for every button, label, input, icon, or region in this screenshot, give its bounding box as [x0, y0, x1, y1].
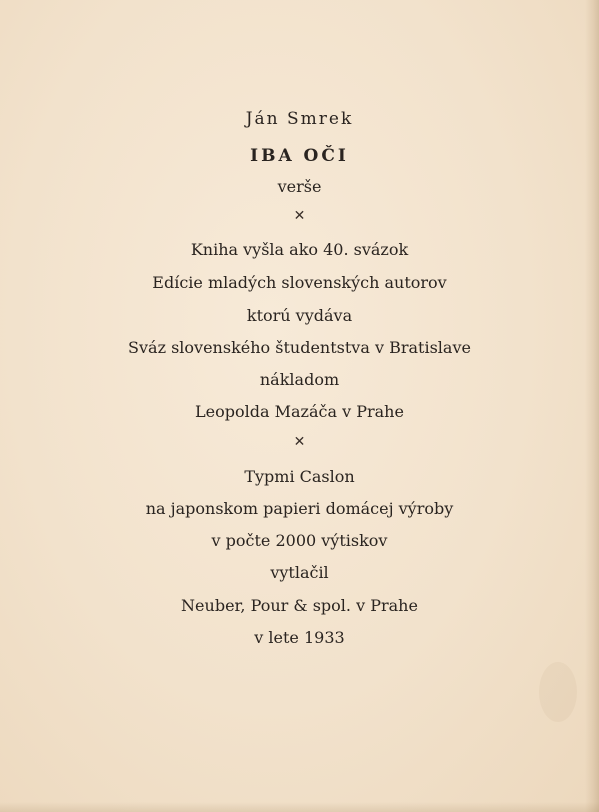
print-line-1: Typmi Caslon — [244, 467, 355, 486]
edition-line-6: Leopolda Mazáča v Prahe — [195, 402, 404, 421]
paper-stain — [539, 662, 577, 722]
author-name: Ján Smrek — [245, 109, 354, 129]
edition-line-5: nákladom — [259, 370, 340, 389]
edition-line-1: Kniha vyšla ako 40. svázok — [190, 240, 409, 259]
edition-line-3: ktorú vydáva — [246, 306, 353, 325]
print-line-2: na japonskom papieri domácej výroby — [145, 499, 454, 518]
book-title: IBA OČI — [250, 146, 349, 166]
print-line-6: v lete 1933 — [254, 628, 345, 647]
edition-line-2: Edície mladých slovenských autorov — [152, 273, 447, 292]
print-line-4: vytlačil — [270, 563, 329, 582]
edition-line-4: Sváz slovenského študentstva v Bratislave — [128, 338, 471, 357]
print-line-5: Neuber, Pour & spol. v Prahe — [181, 596, 418, 615]
book-subtitle: verše — [277, 177, 322, 196]
page-bottom-shadow — [0, 802, 599, 812]
separator-cross-icon: ✕ — [293, 208, 306, 224]
print-line-3: v počte 2000 výtiskov — [211, 531, 388, 550]
separator-cross-icon: ✕ — [293, 434, 306, 450]
